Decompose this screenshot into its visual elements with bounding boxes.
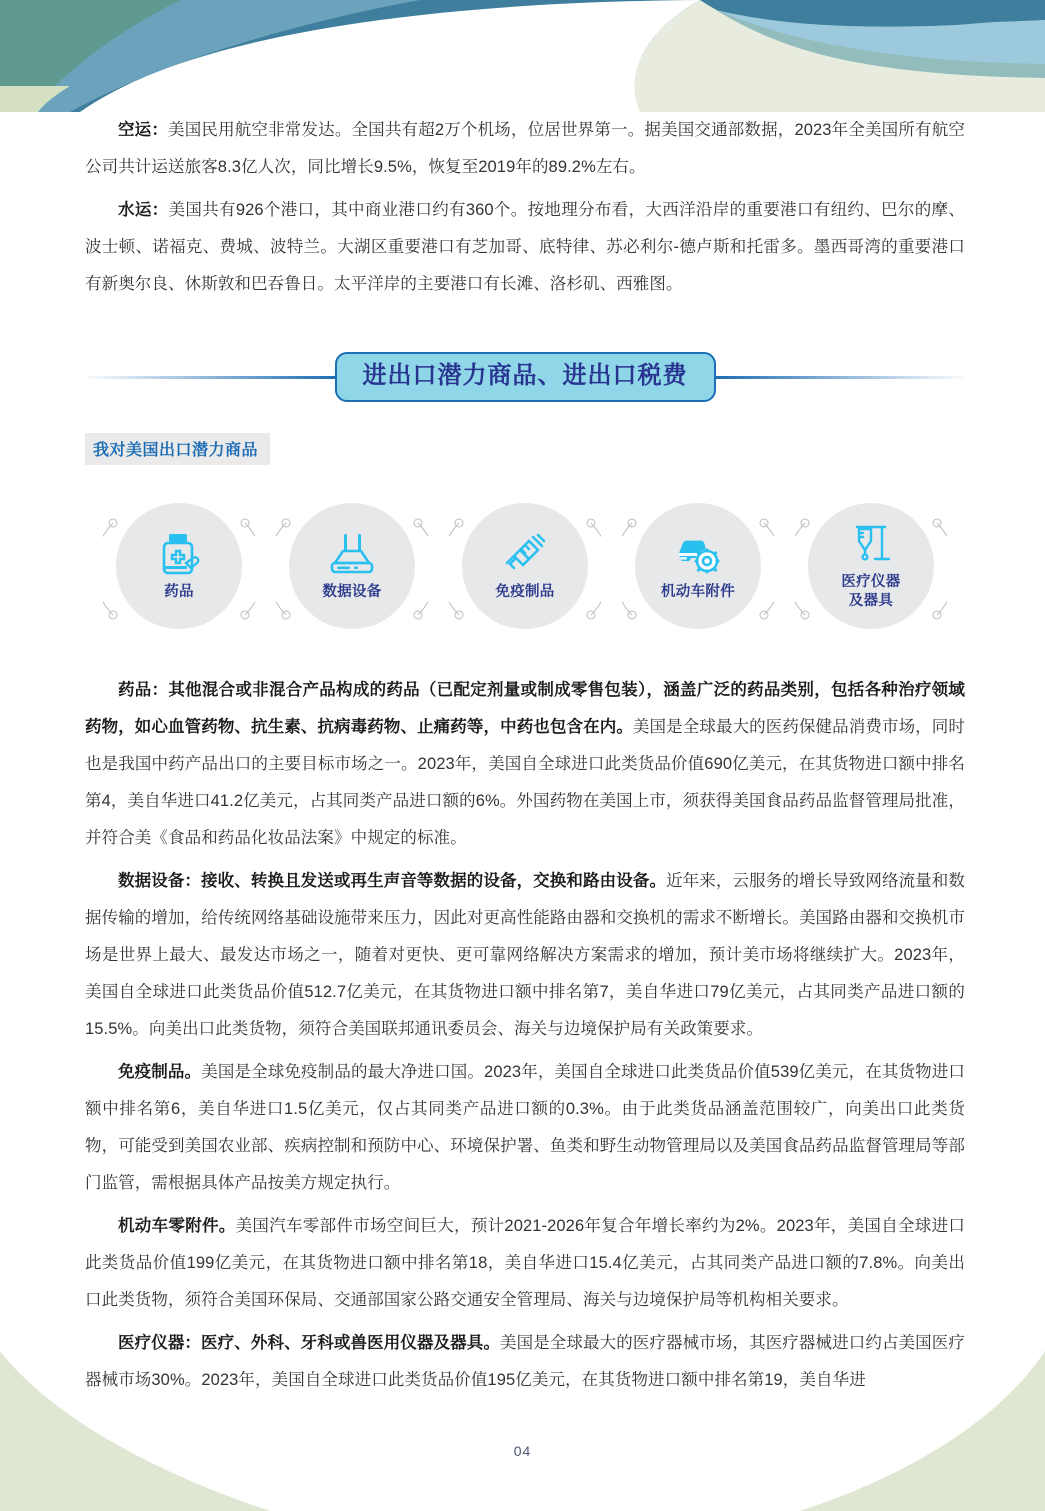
icon-disc (635, 503, 761, 629)
paragraph-medicine (85, 672, 965, 857)
icon-disc (462, 503, 588, 629)
page-content (85, 112, 965, 1405)
icon-disc (116, 503, 242, 629)
car-parts-icon (673, 531, 723, 577)
icon-label: 机动车附件 (661, 583, 735, 600)
icon-item-vehicle-parts[interactable] (622, 489, 774, 649)
paragraph-lead: 医疗仪器：医疗、外科、牙科或兽医用仪器及器具。 (118, 1334, 500, 1352)
divider-left (85, 376, 335, 379)
paragraph-data-equipment (85, 863, 965, 1048)
divider-right (716, 376, 966, 379)
page-number: 04 (513, 1443, 532, 1459)
paragraph-immune-products (85, 1054, 965, 1202)
paragraph-body: 美国是全球最大的医疗器械市场，其医疗器械进口约占美国医疗器械市场30%。2023年，美国自全球进口此类货品价值195亿美元，在其货物进口额中排名第19，美自华进 (85, 1334, 965, 1389)
paragraph-lead: 机动车零附件。 (118, 1217, 236, 1235)
icon-item-data-equipment[interactable] (276, 489, 428, 649)
iv-drip-icon (849, 521, 893, 567)
icon-item-immune-products[interactable] (449, 489, 601, 649)
icon-label (841, 573, 900, 610)
paragraph-vehicle-parts (85, 1208, 965, 1319)
medicine-bottle-icon (157, 531, 201, 577)
paragraph-body: 美国是全球最大的医药保健品消费市场，同时也是我国中药产品出口的主要目标市场之一。2023年，美国自全球进口此类货品价值690亿美元，在其货物进口额中排名第4，美自华进口41.2亿美元，占其同类产品进口额的6%。外国药物在美国上市，须获得美国食品药品监督管理局批准，并符合美《食品和药品化妆品法案》中规定的标准。 (85, 718, 965, 847)
section-title-pill: 进出口潜力商品、进出口税费 (335, 352, 716, 402)
paragraph-body: 美国民用航空非常发达。全国共有超2万个机场，位居世界第一。据美国交通部数据，2023年全美国所有航空公司共计运送旅客8.3亿人次，同比增长9.5%，恢复至2019年的89.2%左右。 (85, 121, 965, 176)
paragraph-air-transport (85, 112, 965, 186)
paragraph-lead: 免疫制品。 (118, 1063, 202, 1081)
icon-label: 免疫制品 (495, 583, 555, 600)
section-title-block (85, 351, 965, 403)
paragraph-lead: 数据设备：接收、转换且发送或再生声音等数据的设备，交换和路由设备。 (118, 872, 667, 890)
icon-disc (808, 503, 934, 629)
paragraph-body: 近年来，云服务的增长导致网络流量和数据传输的增加，给传统网络基础设施带来压力，因此对更高性能路由器和交换机的需求不断增长。美国路由器和交换机市场是世界上最大、最发达市场之一，随着对更快、更可靠网络解决方案需求的增加，预计美市场将继续扩大。2023年，美国自全球进口此类货品价值512.7亿美元，在其货物进口额中排名第7，美自华进口79亿美元，占其同类产品进口额的15.5%。向美出口此类货物，须符合美国联邦通讯委员会、海关与边境保护局有关政策要求。 (85, 872, 965, 1038)
router-icon (328, 531, 376, 577)
paragraph-lead: 空运： (118, 121, 169, 139)
bottom-decoration (0, 1351, 1045, 1511)
potential-goods-icon-row (85, 489, 965, 654)
icon-label-line2: 及器具 (848, 593, 894, 609)
paragraph-body: 美国共有926个港口，其中商业港口约有360个。按地理分布看，大西洋沿岸的重要港口有纽约、巴尔的摩、波士顿、诺福克、费城、波特兰。大湖区重要港口有芝加哥、底特律、苏必利尔-德卢斯和托雷多。墨西哥湾的重要港口有新奥尔良、休斯敦和巴吞鲁日。太平洋岸的主要港口有长滩、洛杉矶、西雅图。 (85, 201, 965, 293)
top-banner-decoration (0, 0, 1045, 112)
icon-label-line1: 医疗仪器 (841, 574, 901, 591)
paragraph-body: 美国是全球免疫制品的最大净进口国。2023年，美国自全球进口此类货品价值539亿美元，在其货物进口额中排名第6，美自华进口1.5亿美元，仅占其同类产品进口额的0.3%。由于此类货品涵盖范围较广，向美出口此类货物，可能受到美国农业部、疾病控制和预防中心、环境保护署、鱼类和野生动物管理局以及美国食品药品监督管理局等部门监管，需根据具体产品按美方规定执行。 (85, 1063, 966, 1192)
syringe-icon (502, 531, 548, 577)
icon-item-medical-devices[interactable] (795, 489, 947, 649)
icon-disc (289, 503, 415, 629)
paragraph-body: 美国汽车零部件市场空间巨大，预计2021-2026年复合年增长率约为2%。2023年，美国自全球进口此类货品价值199亿美元，在其货物进口额中排名第18，美自华进口15.4亿美元，占其同类产品进口额的7.8%。向美出口此类货物，须符合美国环保局、交通部国家公路交通安全管理局、海关与边境保护局等机构相关要求。 (85, 1217, 965, 1309)
subsection-label: 我对美国出口潜力商品 (85, 433, 270, 465)
paragraph-lead: 水运： (118, 201, 169, 219)
paragraph-lead: 药品：其他混合或非混合产品构成的药品（已配定剂量或制成零售包装），涵盖广泛的药品类别，包括各种治疗领域药物，如心血管药物、抗生素、抗病毒药物、止痛药等，中药也包含在内。 (85, 681, 965, 736)
paragraph-water-transport (85, 192, 965, 303)
icon-label: 药品 (164, 583, 194, 600)
icon-label: 数据设备 (322, 583, 382, 600)
icon-item-medicine[interactable] (103, 489, 255, 649)
